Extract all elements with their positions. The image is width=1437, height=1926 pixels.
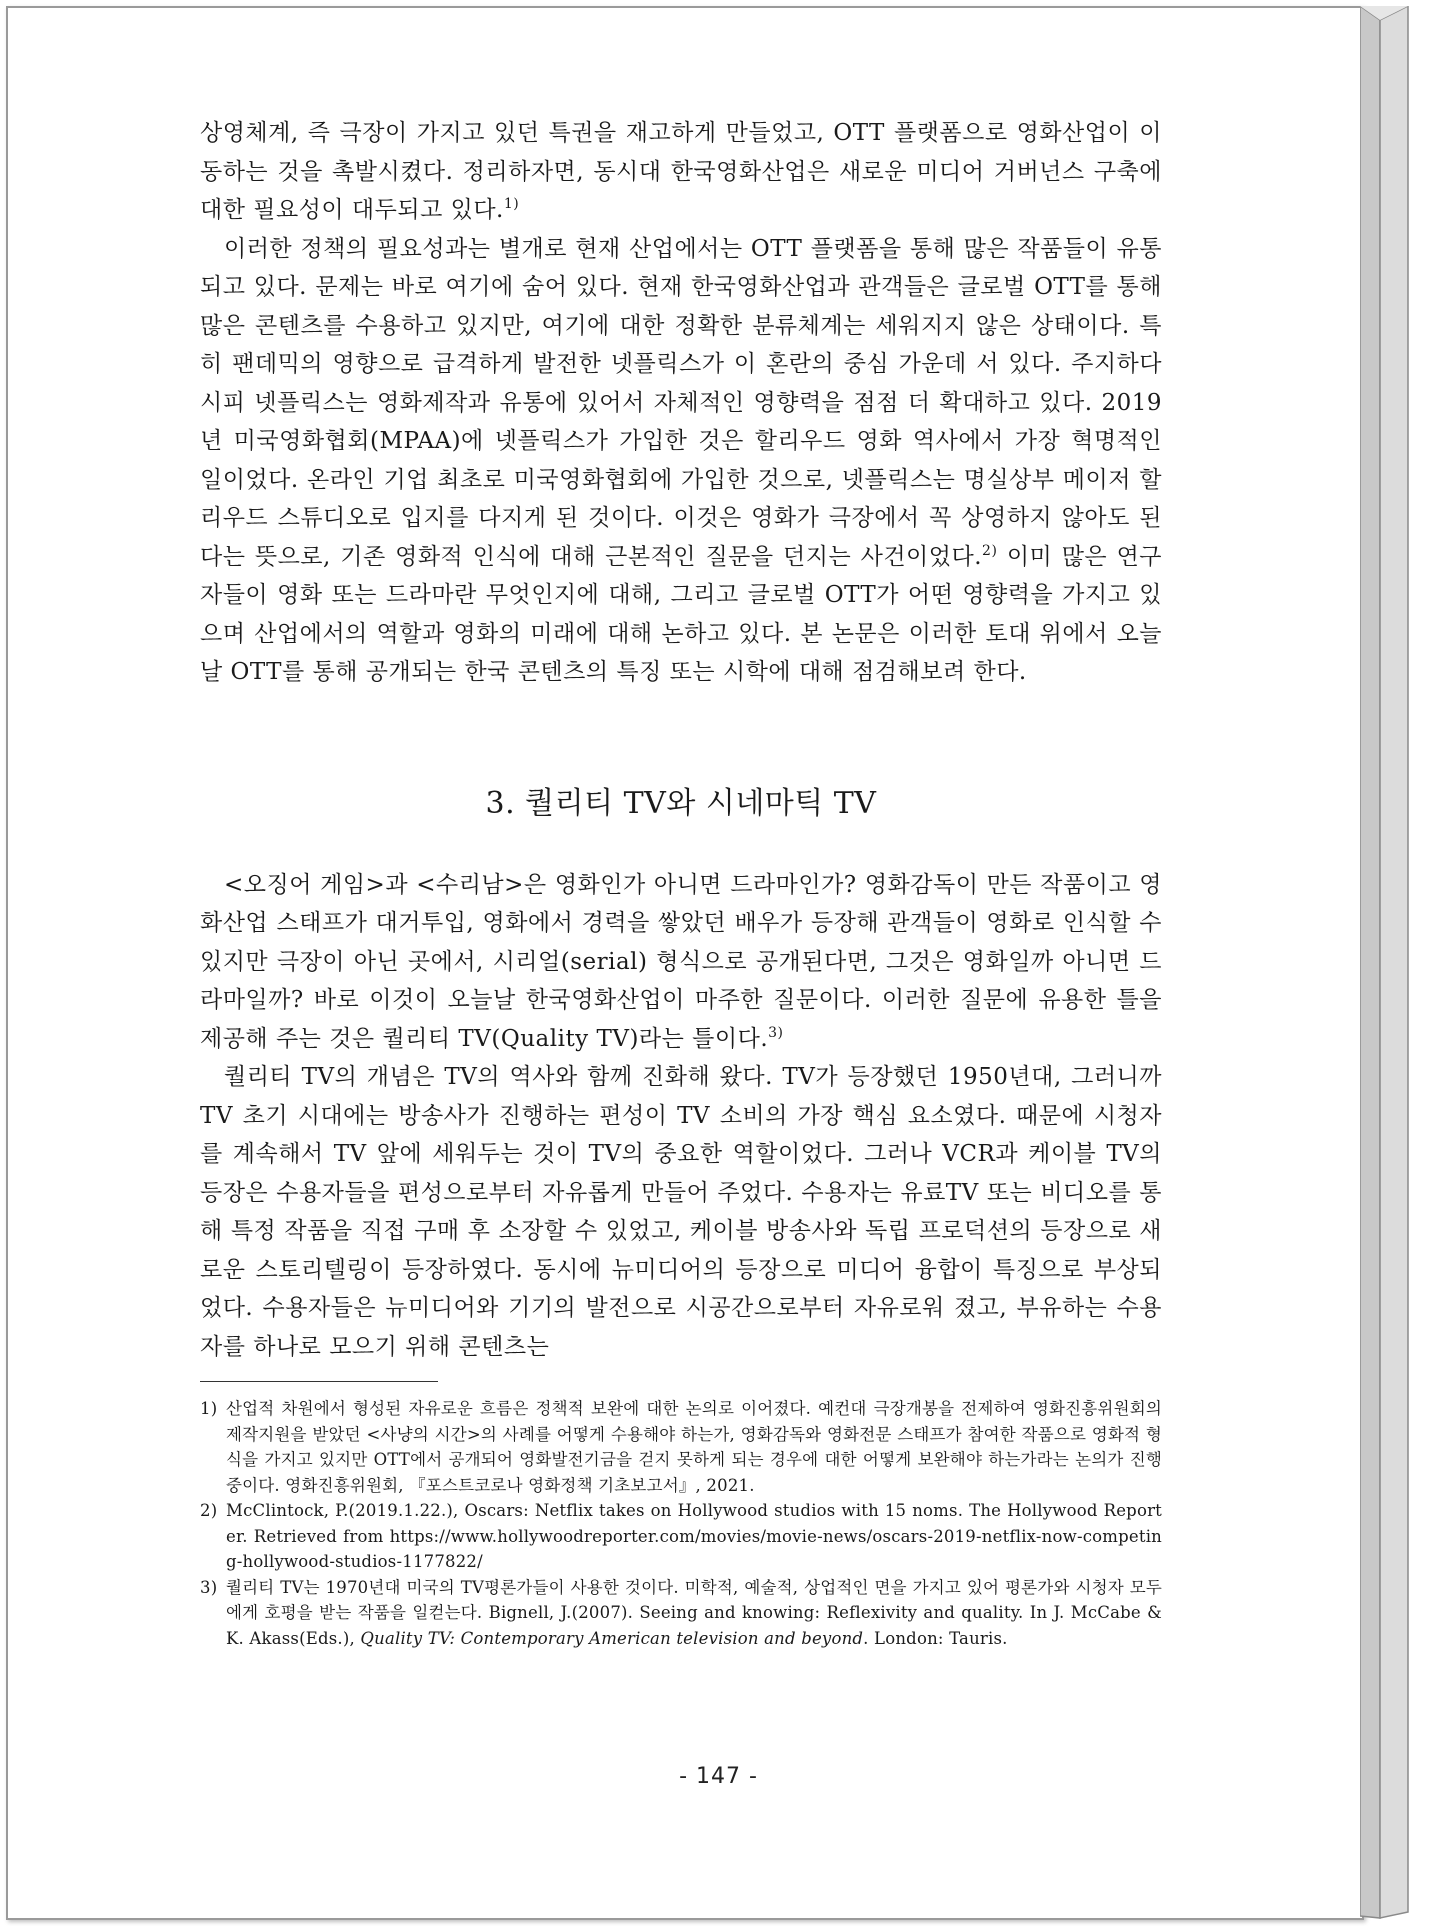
footnote-number: 2)	[200, 1501, 218, 1520]
footnote-text: McClintock, P.(2019.1.22.), Oscars: Netflix takes on Hollywood studios with 15 noms. The Hollywood Reporter. Retrieved from https://www.hollywoodreporter.com/movies/movie-news/oscars-2019-netflix-now-competing-hollywood-studios-1177822/	[226, 1501, 1162, 1571]
footnote-text-b: . London: Tauris.	[863, 1628, 1008, 1648]
footnote-text	[226, 1575, 1162, 1652]
paragraph-2	[200, 230, 1162, 692]
page-number: - 147 -	[679, 1764, 758, 1789]
footnote-1	[200, 1396, 1162, 1498]
footnote-ref-2[interactable]: 2)	[982, 542, 998, 559]
footnote-number: 3)	[200, 1577, 218, 1597]
paragraph-4: 퀄리티 TV의 개념은 TV의 역사와 함께 진화해 왔다. TV가 등장했던 1950년대, 그러니까 TV 초기 시대에는 방송사가 진행하는 편성이 TV 소비의 가장 핵심 요소였다. 때문에 시청자를 계속해서 TV 앞에 세워두는 것이 TV의 중요한 역할이었다. 그러나 VCR과 케이블 TV의 등장은 수용자들을 편성으로부터 자유롭게 만들어 주었다. 수용자는 유료TV 또는 비디오를 통해 특정 작품을 직접 구매 후 소장할 수 있었고, 케이블 방송사와 독립 프로덕션의 등장으로 새로운 스토리텔링이 등장하였다. 동시에 뉴미디어의 등장으로 미디어 융합이 특징으로 부상되었다. 수용자들은 뉴미디어와 기기의 발전으로 시공간으로부터 자유로워 졌고, 부유하는 수용자를 하나로 모으기 위해 콘텐츠는	[200, 1064, 1162, 1360]
paragraph-3-text: <오징어 게임>과 <수리남>은 영화인가 아니면 드라마인가? 영화감독이 만든 작품이고 영화산업 스태프가 대거투입, 영화에서 경력을 쌓았던 배우가 등장해 관객들이 영화로 인식할 수 있지만 극장이 아닌 곳에서, 시리얼(serial) 형식으로 공개된다면, 그것은 영화일까 아니면 드라마일까? 바로 이것이 오늘날 한국영화산업이 마주한 질문이다. 이러한 질문에 유용한 틀을 제공해 주는 것은 퀄리티 TV(Quality TV)라는 틀이다.	[200, 871, 1162, 1052]
footnote-divider	[200, 1381, 438, 1382]
footnote-text-a: 퀄리티 TV는 1970년대 미국의 TV평론가들이 사용한 것이다. 미학적, 예술적, 상업적인 면을 가지고 있어 평론가와 시청자 모두에게 호평을 받는 작품을 일컫는다. Bignell, J.(2007). Seeing and knowing: Reflexivity and quality. In J. McCabe & K. Akass(Eds.),	[226, 1577, 1162, 1648]
paragraph-1-text: 상영체계, 즉 극장이 가지고 있던 특권을 재고하게 만들었고, OTT 플랫폼으로 영화산업이 이동하는 것을 촉발시켰다. 정리하자면, 동시대 한국영화산업은 새로운 미디어 거버넌스 구축에 대한 필요성이 대두되고 있다.	[200, 120, 1162, 223]
footnote-text: 산업적 차원에서 형성된 자유로운 흐름은 정책적 보완에 대한 논의로 이어졌다. 예컨대 극장개봉을 전제하여 영화진흥위원회의 제작지원을 받았던 <사냥의 시간>의 사례를 어떻게 수용해야 하는가, 영화감독와 영화전문 스태프가 참여한 작품으로 영화적 형식을 가지고 있지만 OTT에서 공개되어 영화발전기금을 걷지 못하게 되는 경우에 대한 어떻게 보완해야 하는가라는 논의가 진행중이다. 영화진흥위원회, 『포스트코로나 영화정책 기초보고서』, 2021.	[226, 1399, 1162, 1495]
paragraph-2-text-b: 이미 많은 연구자들이 영화 또는 드라마란 무엇인지에 대해, 그리고 글로벌 OTT가 어떤 영향력을 가지고 있으며 산업에서의 역할과 영화의 미래에 대해 논하고 있다. 본 논문은 이러한 토대 위에서 오늘날 OTT를 통해 공개되는 한국 콘텐츠의 특징 또는 시학에 대해 점검해보려 한다.	[200, 543, 1162, 685]
page-content	[200, 114, 1162, 1651]
paragraph-1	[200, 114, 1162, 230]
footnote-3	[200, 1575, 1162, 1652]
footnote-ref-3[interactable]: 3)	[768, 1024, 784, 1041]
paragraph-2-text-a: 이러한 정책의 필요성과는 별개로 현재 산업에서는 OTT 플랫폼을 통해 많은 작품들이 유통되고 있다. 문제는 바로 여기에 숨어 있다. 현재 한국영화산업과 관객들은 글로벌 OTT를 통해 많은 콘텐츠를 수용하고 있지만, 여기에 대한 정확한 분류체계는 세워지지 않은 상태이다. 특히 팬데믹의 영향으로 급격하게 발전한 넷플릭스가 이 혼란의 중심 가운데 서 있다. 주지하다시피 넷플릭스는 영화제작과 유통에 있어서 자체적인 영향력을 점점 더 확대하고 있다. 2019년 미국영화협회(MPAA)에 넷플릭스가 가입한 것은 할리우드 영화 역사에서 가장 혁명적인 일이었다. 온라인 기업 최초로 미국영화협회에 가입한 것으로, 넷플릭스는 명실상부 메이저 할리우드 스튜디오로 입지를 다지게 된 것이다. 이것은 영화가 극장에서 꼭 상영하지 않아도 된다는 뜻으로, 기존 영화적 인식에 대해 근본적인 질문을 던지는 사건이었다.	[200, 235, 1162, 570]
footnote-number: 1)	[200, 1399, 218, 1418]
footnote-2	[200, 1498, 1162, 1575]
footnote-book-title: Quality TV: Contemporary American television and beyond	[360, 1628, 864, 1648]
paragraph-3	[200, 866, 1162, 1059]
footnote-ref-1[interactable]: 1)	[503, 196, 520, 212]
section-heading: 3. 퀄리티 TV와 시네마틱 TV	[485, 785, 877, 821]
